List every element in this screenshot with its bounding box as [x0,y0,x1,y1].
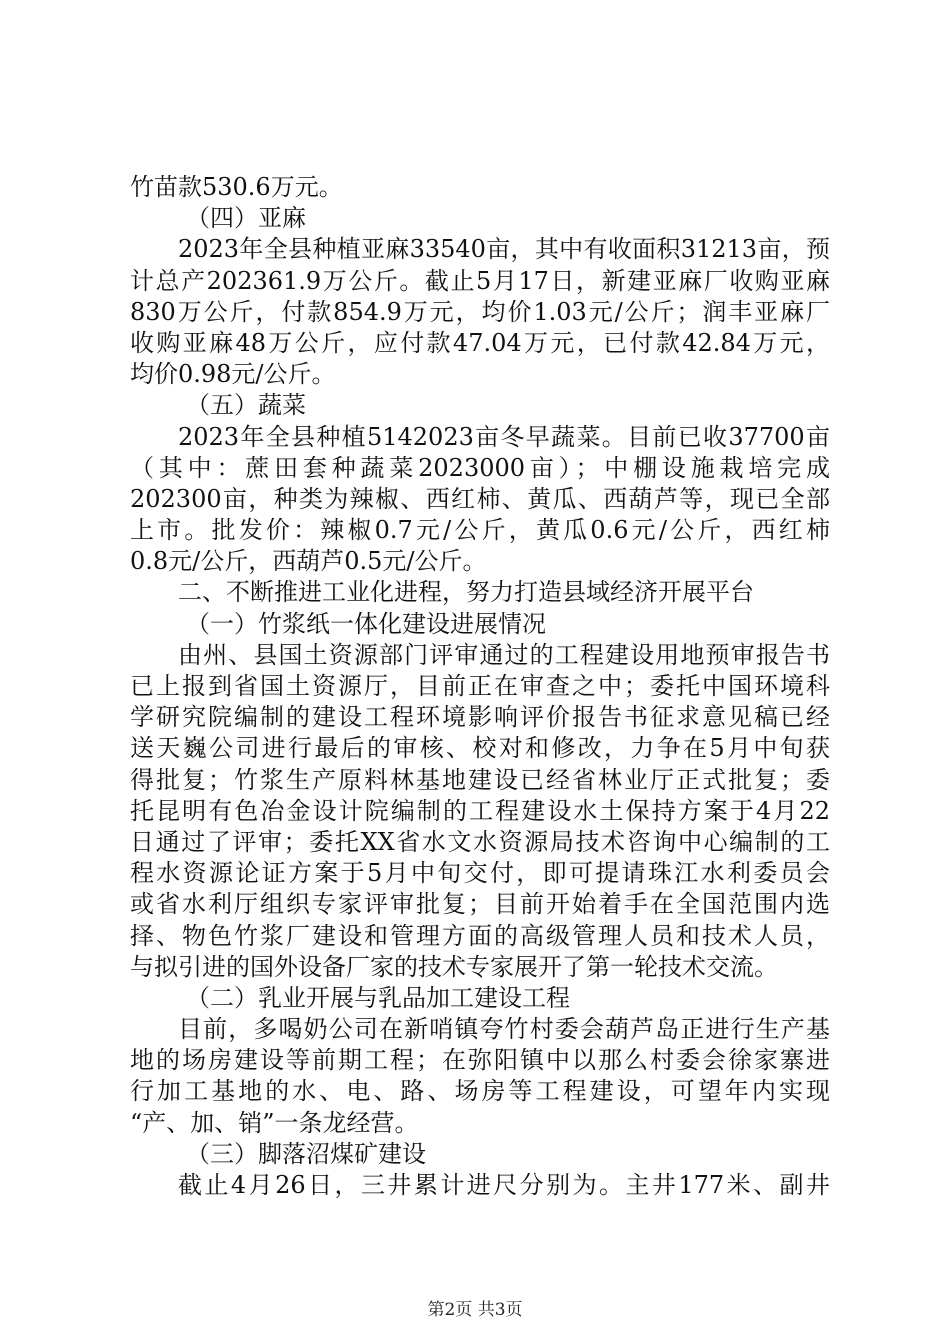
section-heading-dairy: （二）乳业开展与乳品加工建设工程 [186,983,570,1012]
text-line: 择、物色竹浆厂建设和管理方面的高级管理人员和技术人员， [130,921,830,950]
text-line: 地的场房建设等前期工程；在弥阳镇中以那么村委会徐家寨进 [130,1046,830,1075]
text-line: 目前，多喝奶公司在新哨镇夸竹村委会葫芦岛正进行生产基 [178,1015,830,1044]
text-line: 202300亩，种类为辣椒、西红柿、黄瓜、西葫芦等，现已全部 [130,484,830,513]
text-line: 托昆明有色冶金设计院编制的工程建设水土保持方案于4月22 [130,796,830,825]
text-line: 送天巍公司进行最后的审核、校对和修改，力争在5月中旬获 [130,734,830,763]
section-heading-industrialization: 二、不断推进工业化进程，努力打造县域经济开展平台 [178,578,754,607]
text-line: 已上报到省国土资源厅，目前正在审查之中；委托中国环境科 [130,672,830,700]
text-line: 均价0.98元/公斤。 [130,360,336,389]
text-line: 上市。批发价：辣椒0.7元/公斤，黄瓜0.6元/公斤，西红柿 [130,516,830,545]
text-line: 竹苗款530.6万元。 [130,173,343,201]
text-line: 2023年全县种植5142023亩冬早蔬菜。目前已收37700亩 [178,422,830,451]
text-line: 行加工基地的水、电、路、场房等工程建设，可望年内实现 [130,1077,830,1106]
text-line: 由州、县国土资源部门评审通过的工程建设用地预审报告书 [178,640,830,669]
page-number: 第2页 共3页 [427,1300,523,1320]
text-line: 0.8元/公斤，西葫芦0.5元/公斤。 [130,547,487,576]
document-body [130,172,830,1201]
text-line: 程水资源论证方案于5月中旬交付，即可提请珠江水利委员会 [130,859,830,888]
text-line: （其中：蔗田套种蔬菜2023000亩）；中棚设施栽培完成 [130,453,830,482]
text-line: 截止4月26日，三井累计进尺分别为。主井177米、副井 [178,1171,830,1199]
section-heading-flax: （四）亚麻 [186,204,306,233]
text-line: 或省水利厅组织专家评审批复；目前开始着手在全国范围内选 [130,890,830,919]
text-line: 与拟引进的国外设备厂家的技术专家展开了第一轮技术交流。 [130,952,778,981]
section-heading-coal-mine: （三）脚落沼煤矿建设 [186,1139,426,1168]
text-line: “产、加、销”一条龙经营。 [130,1108,419,1137]
text-line: 2023年全县种植亚麻33540亩，其中有收面积31213亩，预 [178,235,830,264]
text-line: 学研究院编制的建设工程环境影响评价报告书征求意见稿已经 [130,703,830,732]
section-heading-vegetables: （五）蔬菜 [186,391,306,420]
text-line: 计总产202361.9万公斤。截止5月17日，新建亚麻厂收购亚麻 [130,266,830,295]
text-line: 830万公斤，付款854.9万元，均价1.03元/公斤；润丰亚麻厂 [130,297,830,326]
text-line: 得批复；竹浆生产原料林基地建设已经省林业厅正式批复；委 [130,765,830,794]
section-heading-bamboo-pulp: （一）竹浆纸一体化建设进展情况 [186,609,546,638]
text-line: 收购亚麻48万公斤，应付款47.04万元，已付款42.84万元， [130,328,830,357]
text-line: 日通过了评审；委托XX省水文水资源局技术咨询中心编制的工 [130,827,830,856]
